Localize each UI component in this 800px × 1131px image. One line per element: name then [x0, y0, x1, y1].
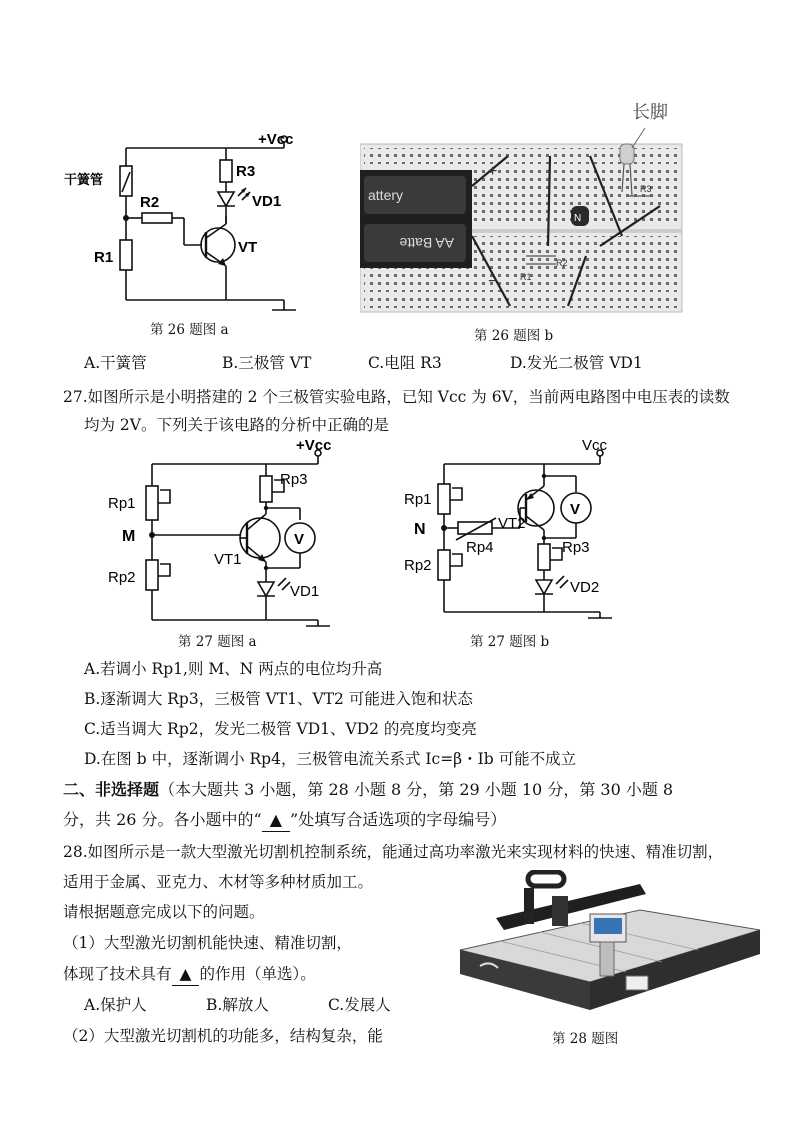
breadboard-r1: R1	[520, 272, 532, 282]
label-rp2: Rp2	[404, 557, 432, 574]
q27-option-a: A.若调小 Rp1,则 M、N 两点的电位均升高	[84, 660, 383, 678]
figure-26b-breadboard	[360, 96, 690, 316]
label-n: N	[414, 521, 426, 538]
label-rp4: Rp4	[466, 539, 494, 556]
voltmeter-label: V	[294, 531, 305, 548]
label-vt: VT	[238, 239, 258, 256]
label-vcc: +Vcc	[296, 440, 332, 454]
label-vt1: VT1	[214, 551, 242, 568]
q27-stem-line2: 均为 2V。下列关于该电路的分析中正确的是	[84, 416, 389, 434]
label-r3: R3	[236, 163, 256, 180]
q28-line2: 适用于金属、亚克力、木材等多种材质加工。	[63, 873, 374, 891]
battery-label-bottom: AA Batte	[399, 235, 454, 251]
q28-sub2-line1: （2）大型激光切割机的功能多，结构复杂，能	[63, 1027, 383, 1045]
figure-28-caption: 第 28 题图	[552, 1031, 619, 1047]
label-r2: R2	[140, 194, 160, 211]
figure-26a-caption: 第 26 题图 a	[150, 322, 229, 338]
q28-sub1-option-a: A.保护人	[84, 996, 147, 1014]
label-rp3: Rp3	[562, 539, 590, 556]
label-m: M	[122, 528, 136, 545]
figure-27a-circuit	[100, 440, 340, 630]
figure-26a-circuit	[60, 120, 330, 320]
breadboard-r3: R3	[640, 184, 652, 194]
q28-sub1-option-b: B.解放人	[206, 996, 269, 1014]
q27-option-c: C.适当调大 Rp2，发光二极管 VD1、VD2 的亮度均变亮	[84, 720, 477, 738]
q27-option-d: D.在图 b 中，逐渐调小 Rp4，三极管电流关系式 Ic=β・Ib 可能不成立	[84, 750, 577, 768]
figure-26b-caption: 第 26 题图 b	[474, 328, 554, 344]
label-rp1: Rp1	[108, 495, 136, 512]
q26-option-a: A.干簧管	[84, 354, 147, 372]
plus-sign: +	[488, 163, 498, 180]
label-vd1: VD1	[252, 193, 282, 210]
section2-desc: （本大题共 3 小题，第 28 小题 8 分，第 29 小题 10 分，第 30 小题 8	[159, 780, 674, 799]
q27-stem-line1: 27.如图所示是小明搭建的 2 个三极管实验电路，已知 Vcc 为 6V，当前两电路图中电压表的读数	[63, 388, 730, 406]
q26-option-d: D.发光二极管 VD1	[510, 354, 643, 372]
q28-sub1-option-c: C.发展人	[328, 996, 391, 1014]
label-rp3: Rp3	[280, 471, 308, 488]
figure-28-laser-cutter	[440, 870, 770, 1020]
label-rp2: Rp2	[108, 569, 136, 586]
breadboard-r2: R2	[556, 258, 568, 268]
label-rp1: Rp1	[404, 491, 432, 508]
section2-line2: 分，共 26 分。各小题中的“ ▲ ”处填写合适选项的字母编号）	[63, 809, 506, 832]
figure-27b-caption: 第 27 题图 b	[470, 634, 550, 650]
label-vd2: VD2	[570, 579, 600, 596]
label-r1: R1	[94, 249, 114, 266]
label-vd1: VD1	[290, 583, 320, 600]
answer-blank: ▲	[262, 809, 290, 832]
q26-option-c: C.电阻 R3	[368, 354, 442, 372]
q28-line1: 28.如图所示是一款大型激光切割机控制系统，能通过高功率激光来实现材料的快速、精准切割，	[63, 843, 724, 861]
label-reed-switch: 干簧管	[64, 172, 104, 187]
label-vcc: +Vcc	[258, 131, 294, 148]
q26-option-b: B.三极管 VT	[222, 354, 312, 372]
minus-sign: −	[488, 273, 498, 290]
label-vt2: VT2	[498, 515, 526, 532]
voltmeter-label: V	[570, 501, 581, 518]
battery-label-top: attery	[368, 187, 404, 203]
answer-blank: ▲	[172, 963, 200, 986]
label-vcc: Vcc	[582, 440, 608, 454]
long-leg-label: 长脚	[632, 102, 668, 122]
figure-27b-circuit	[400, 440, 630, 630]
q28-sub1-line1: （1）大型激光切割机能快速、精准切割，	[63, 934, 352, 952]
transistor-mark: N	[574, 213, 582, 224]
section2-line1	[63, 779, 673, 801]
q28-line3: 请根据题意完成以下的问题。	[63, 903, 265, 921]
section2-title: 二、非选择题	[63, 780, 160, 799]
q28-sub1-line2: 体现了技术具有 ▲ 的作用（单选）。	[63, 963, 316, 986]
q27-option-b: B.逐渐调大 Rp3，三极管 VT1、VT2 可能进入饱和状态	[84, 690, 473, 708]
figure-27a-caption: 第 27 题图 a	[178, 634, 257, 650]
